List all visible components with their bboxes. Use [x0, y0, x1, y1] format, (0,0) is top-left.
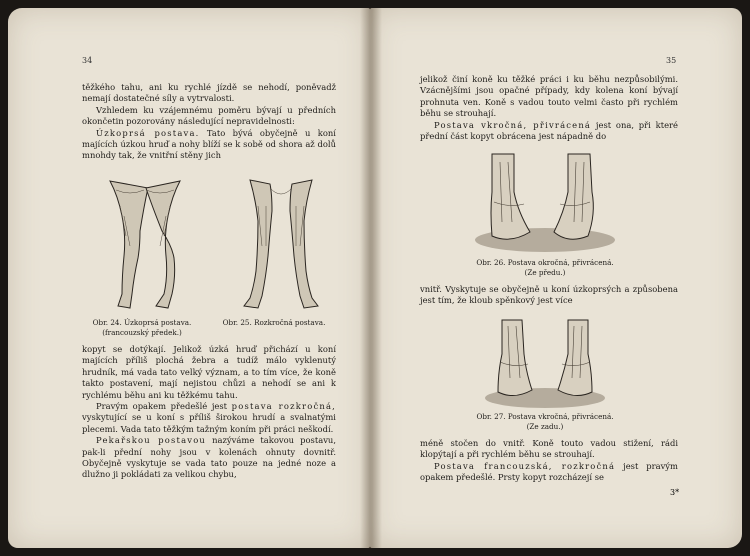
right-para-1: jelikož činí koně ku těžké práci i ku běhu nezpůsobilými. Vzácnějšími jsou opačné případy, kdy kolena koní bývají prohnuta ven. Koně s vadou touto velmi často při rychlém běhu se strouhají.: [420, 74, 678, 119]
right-text-middle: [420, 284, 678, 307]
figure-27-hooves-back: [482, 318, 608, 410]
figure-24-title: Obr. 24. Úzkoprsá postava.: [92, 318, 192, 327]
figure-24-subtitle: (francouzský předek.): [102, 327, 182, 337]
left-para-5: [82, 435, 336, 481]
term-francouzska: Postava francouzská, rozkročná: [434, 460, 616, 471]
left-para-5-text: nazýváme takovou postavu, pak-li přední nohy jsou v kolenách ohnuty dovnitř. Obyčejně vyskytuje se vada tato pouze na jedné noze a dlužno ji pokládati za velikou chybu,: [82, 435, 336, 480]
left-para-1: Vzhledem ku vzájemnému poměru bývají u předních okončetin pozorovány následující nepravidelnosti:: [82, 104, 336, 127]
figure-26-title: Obr. 26. Postava okročná, přivrácená.: [476, 258, 614, 267]
figure-26-caption: [430, 258, 660, 277]
left-intro: těžkého tahu, ani ku rychlé jízdě se nehodí, poněvadž nemají dostatečné síly a vytrvalosti.: [82, 82, 336, 104]
right-para-5-text: jest pravým opakem předešlé. Prsty kopyt rozcházejí se: [420, 460, 678, 483]
right-page: [370, 8, 742, 548]
figure-27-subtitle: (Ze zadu.): [526, 421, 564, 431]
right-text-bottom: [420, 438, 678, 484]
right-text-top: [420, 74, 678, 142]
figure-27-title: Obr. 27. Postava vkročná, přivrácená.: [476, 412, 614, 421]
open-book: [8, 8, 742, 548]
right-para-2: [420, 120, 678, 143]
figure-27-caption: [430, 412, 660, 431]
left-para-3: kopyt se dotýkají. Jelikož úzká hruď přichází u koní majících příliš plochá žebra a tudíž málo vyklenutý hrudník, má vada tato velký význam, a to tím více, že koně takto postavení, mají nejistou chůzi a nehodí se ani k rychlému běhu ani ku těžkému tahu.: [82, 344, 336, 400]
term-rozkrocna: postava rozkročná,: [231, 401, 336, 412]
page-number-right: 35: [666, 56, 677, 65]
left-para-2: [82, 128, 336, 162]
term-vkrocna: Postava vkročná, přivrácená: [434, 119, 592, 130]
figure-26-subtitle: (Ze předu.): [524, 267, 566, 277]
left-para-4: [82, 401, 336, 435]
right-para-4: méně stočen do vnitř. Koně touto vadou stižení, rádi klopýtají a při rychlém běhu se strouhají.: [420, 438, 678, 460]
left-text-top: [82, 82, 336, 162]
term-uzkoprsa: Úzkoprsá postava.: [96, 127, 200, 138]
figure-25-wide-stance-legs: [236, 176, 326, 316]
book-gutter: [360, 8, 382, 548]
right-para-3: vnitř. Vyskytuje se obyčejně u koní úzkoprsých a způsobena jest tím, že kloub spěnkový jest více: [420, 284, 678, 306]
figure-26-hooves-front: [470, 152, 620, 256]
printer-signature: 3*: [670, 488, 680, 497]
figure-24-narrow-chest-legs: [100, 176, 190, 316]
page-number-left: 34: [82, 56, 93, 65]
right-para-5: [420, 461, 678, 484]
figure-24-caption: [82, 318, 202, 337]
figure-25-caption: Obr. 25. Rozkročná postava.: [222, 318, 326, 327]
right-para-2-text: jest ona, při které přední část kopyt obrácena jest nápadně do: [420, 119, 678, 142]
term-pekarska: Pekařskou postavou: [96, 435, 207, 446]
left-page: [8, 8, 370, 548]
left-para-4-a: Pravým opakem předešlé jest: [96, 401, 232, 412]
left-para-4-b: vyskytující se u koní s příliš širokou hrudí a svalnatými plecemi. Vada tato těžkým tažným koním při práci neškodí.: [82, 412, 336, 434]
left-para-2-text: Tato bývá obyčejně u koní majících úzkou hruď a nohy blíží se k sobě od shora až dolů mnohdy tak, že vnitřní stěny jich: [82, 127, 336, 161]
left-text-bottom: [82, 344, 336, 481]
